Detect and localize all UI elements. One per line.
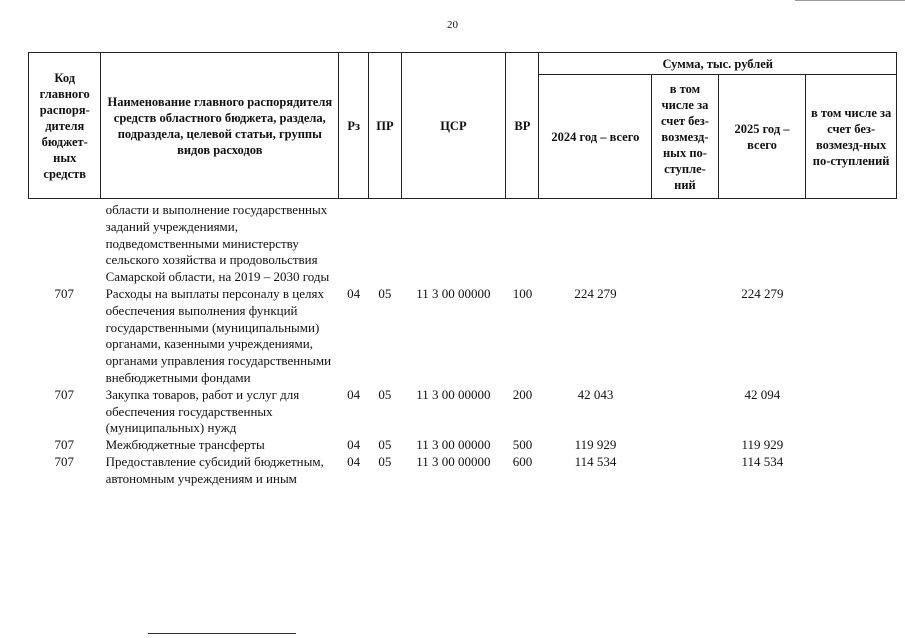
row-pr: 05 xyxy=(378,285,392,301)
row-sum-2025: 119 929 xyxy=(741,437,784,453)
row-incl-2024 xyxy=(652,387,719,437)
row-incl-2025 xyxy=(806,454,897,488)
row-name: Расходы на выплаты персоналу в целях обеспечения выполнения функций государственными (муниципальными) органами, казенными учреждениями, органами управления государственными внебюджетными фондами xyxy=(105,285,332,385)
budget-table-header xyxy=(28,52,897,199)
row-pr: 05 xyxy=(378,453,392,469)
continuation-text: области и выполнение государственных заданий учреждениями, подведомственными министерству сельского хозяйства и продовольствия Самарской области, на 2019 – 2030 годы xyxy=(105,202,330,285)
header-2024-total: 2024 год – всего xyxy=(539,75,652,199)
row-sum-2025: 224 279 xyxy=(741,285,784,301)
row-incl-2024 xyxy=(652,437,719,454)
row-vr: 100 xyxy=(512,285,533,301)
row-pr: 05 xyxy=(378,437,392,453)
header-2025-incl: в том числе за счет без-возмезд-ных по-ступлений xyxy=(806,75,897,199)
table-row xyxy=(28,387,897,437)
row-csr: 11 3 00 00000 xyxy=(416,453,491,469)
row-vr: 600 xyxy=(512,453,533,469)
header-pr: ПР xyxy=(369,53,401,199)
header-code: Код главного распоря-дителя бюджет-ных средств xyxy=(29,53,101,199)
row-rz: 04 xyxy=(347,453,361,469)
row-csr: 11 3 00 00000 xyxy=(416,386,491,402)
row-code: 707 xyxy=(54,386,75,402)
table-row xyxy=(28,437,897,454)
row-name: Межбюджетные трансферты xyxy=(105,437,265,453)
scan-edge-line xyxy=(795,0,905,1)
row-incl-2025 xyxy=(806,286,897,387)
header-csr: ЦСР xyxy=(401,53,506,199)
header-2025-total: 2025 год – всего xyxy=(718,75,806,199)
row-incl-2025 xyxy=(806,437,897,454)
row-code: 707 xyxy=(54,453,75,469)
header-name: Наименование главного распорядителя средств областного бюджета, раздела, подраздела, целевой статьи, группы видов расходов xyxy=(101,53,339,199)
row-sum-2024: 224 279 xyxy=(574,285,617,301)
header-vr: ВР xyxy=(506,53,539,199)
row-sum-2024: 119 929 xyxy=(574,437,617,453)
row-incl-2025 xyxy=(806,387,897,437)
row-sum-2025: 42 094 xyxy=(744,386,781,402)
table-row xyxy=(28,202,897,286)
row-pr: 05 xyxy=(378,386,392,402)
footer-line xyxy=(148,633,296,634)
header-sum: Сумма, тыс. рублей xyxy=(539,53,897,75)
budget-table-body xyxy=(28,202,897,488)
row-vr: 200 xyxy=(512,386,533,402)
row-rz: 04 xyxy=(347,285,361,301)
header-2024-incl: в том числе за счет без-возмезд-ных по-ступле-ний xyxy=(652,75,718,199)
row-name: Предоставление субсидий бюджетным, автономным учреждениям и иным xyxy=(105,453,324,486)
row-incl-2024 xyxy=(652,454,719,488)
row-name: Закупка товаров, работ и услуг для обеспечения государственных (муниципальных) нужд xyxy=(105,386,300,436)
row-csr: 11 3 00 00000 xyxy=(416,285,491,301)
row-csr: 11 3 00 00000 xyxy=(416,437,491,453)
page-number: 20 xyxy=(447,19,458,31)
row-vr: 500 xyxy=(512,437,533,453)
row-sum-2024: 114 534 xyxy=(574,453,617,469)
table-row xyxy=(28,454,897,488)
header-rz: Рз xyxy=(339,53,369,199)
row-code: 707 xyxy=(54,285,75,301)
row-sum-2025: 114 534 xyxy=(741,453,784,469)
row-sum-2024: 42 043 xyxy=(577,386,614,402)
table-row xyxy=(28,286,897,387)
row-code: 707 xyxy=(54,437,75,453)
row-rz: 04 xyxy=(347,386,361,402)
row-rz: 04 xyxy=(347,437,361,453)
row-incl-2024 xyxy=(652,286,719,387)
